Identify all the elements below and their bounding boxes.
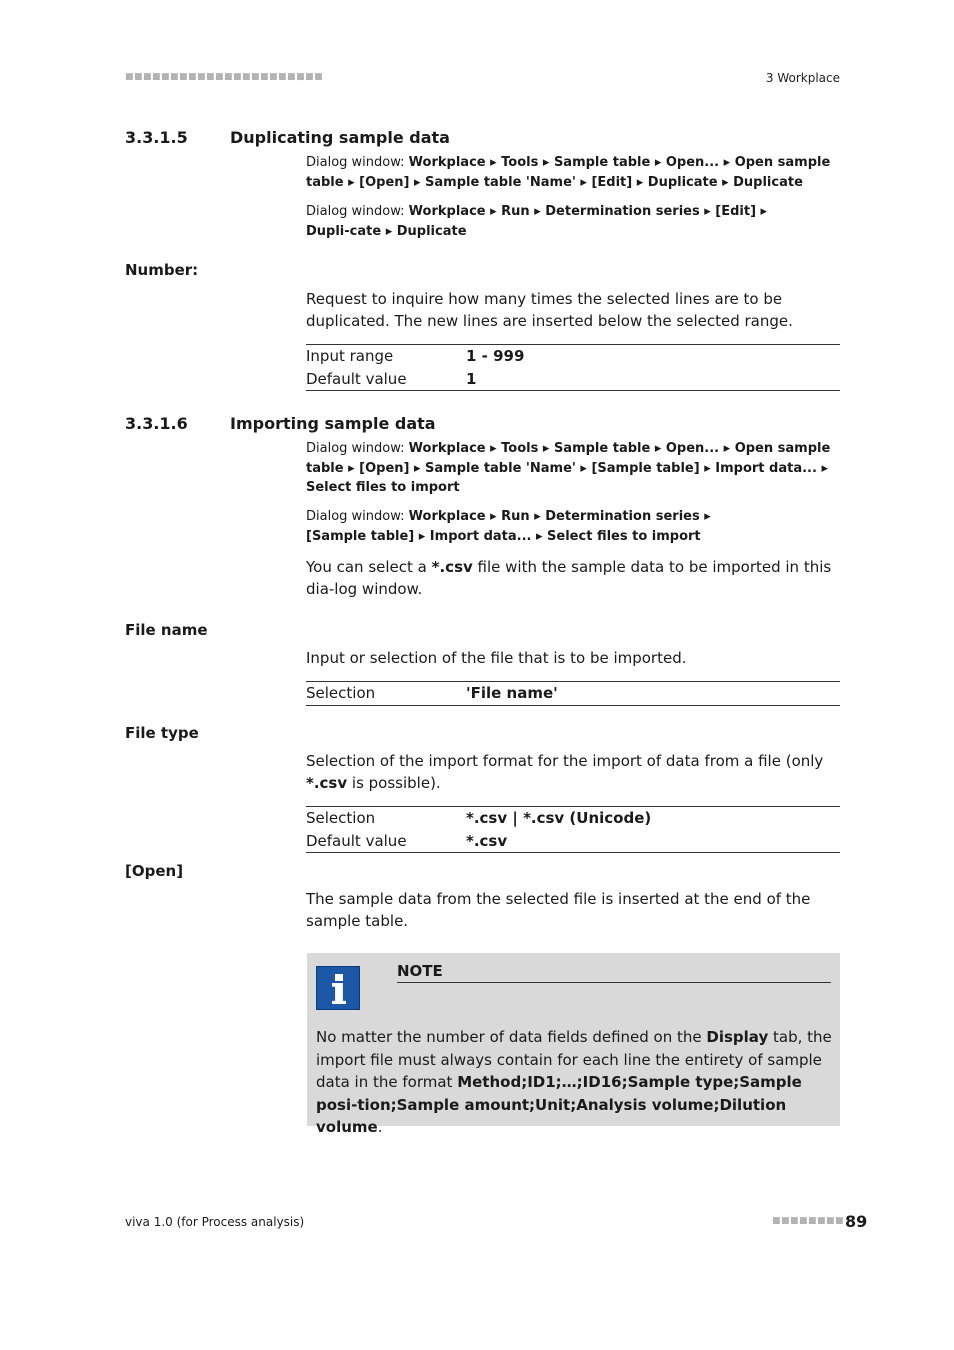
value-table (306, 681, 840, 706)
dialog-path: Dialog window: Workplace ▸ Run ▸ Determination series ▸ [Sample table] ▸ Import data... ▸ Select files to import (306, 509, 711, 544)
table-row: Default value 1 (306, 369, 477, 388)
parameter-label: File name (125, 621, 208, 639)
chapter-title: 3 Workplace (765, 71, 840, 85)
parameter-label: [Open] (125, 862, 184, 880)
parameter-label: Number: (125, 261, 199, 279)
section-number: 3.3.1.6 (125, 414, 188, 433)
parameter-label: File type (125, 724, 199, 742)
table-row: Input range 1 - 999 (306, 347, 525, 366)
dialog-path: Dialog window: Workplace ▸ Tools ▸ Sample table ▸ Open... ▸ Open sample table ▸ [Open] ▸ Sample table 'Name' ▸ [Sample table] ▸ Import data... ▸ Select files to import (306, 441, 831, 495)
product-name: viva 1.0 (for Process analysis) (125, 1215, 305, 1229)
note-title: NOTE (397, 962, 831, 983)
footer-decoration: ■■■■■■■■ (772, 1216, 845, 1226)
parameter-description: Selection of the import format for the import of data from a file (only *.csv is possible). (306, 752, 824, 792)
table-row: Selection 'File name' (306, 684, 558, 703)
parameter-description: Request to inquire how many times the selected lines are to be duplicated. The new lines are inserted below the selected range. (306, 290, 793, 330)
note-text: No matter the number of data fields defined on the Display tab, the import file must always contain for each line the entirety of sample data in the format Method;ID1;…;ID16;Sample type;Sample posi-tion;Sample amount;Unit;Analysis volume;Dilution volume. (316, 1028, 832, 1136)
parameter-description: Input or selection of the file that is to be imported. (306, 649, 687, 667)
dialog-path: Dialog window: Workplace ▸ Tools ▸ Sample table ▸ Open... ▸ Open sample table ▸ [Open] ▸ Sample table 'Name' ▸ [Edit] ▸ Duplicate ▸ Duplicate (306, 155, 831, 190)
section-title: Importing sample data (230, 414, 436, 433)
page-number: 89 (845, 1212, 868, 1231)
table-row: Selection *.csv | *.csv (Unicode) (306, 809, 652, 828)
info-icon (316, 966, 360, 1010)
value-table (306, 806, 840, 853)
section-number: 3.3.1.5 (125, 128, 188, 147)
dialog-path: Dialog window: Workplace ▸ Run ▸ Determination series ▸ [Edit] ▸ Dupli-cate ▸ Duplicate (306, 204, 768, 239)
intro-text: You can select a *.csv file with the sample data to be imported in this dia-log window. (306, 558, 832, 598)
header-decoration: ■■■■■■■■■■■■■■■■■■■■■■ (125, 72, 324, 82)
section-title: Duplicating sample data (230, 128, 450, 147)
table-row: Default value *.csv (306, 831, 508, 850)
note-box (307, 953, 840, 1136)
value-table (306, 344, 840, 391)
parameter-description: The sample data from the selected file is inserted at the end of the sample table. (306, 890, 811, 930)
